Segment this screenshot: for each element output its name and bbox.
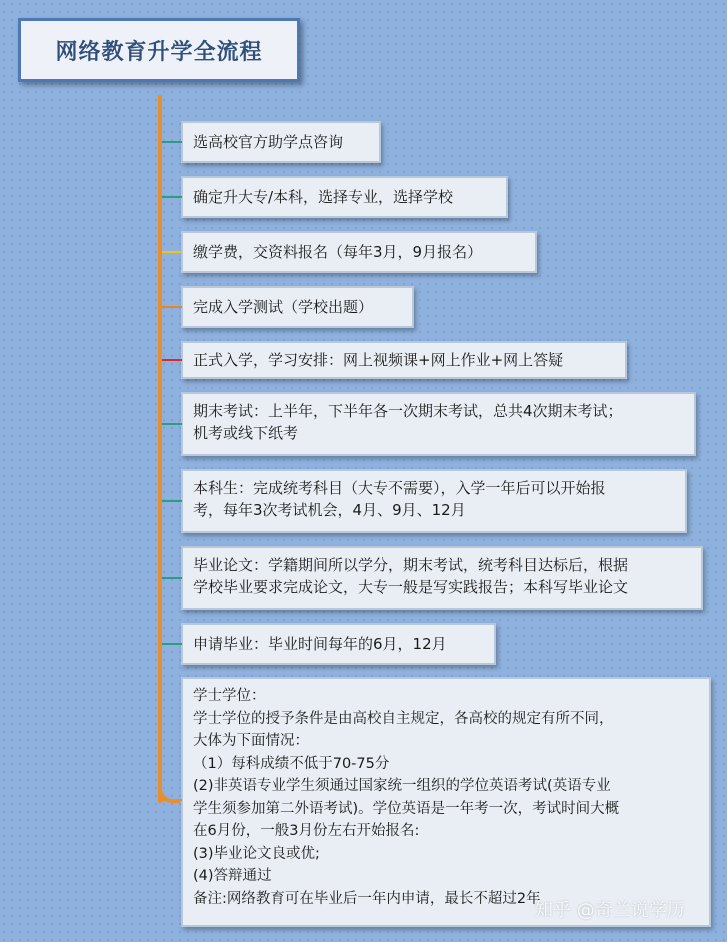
- step-connector: [162, 141, 182, 143]
- step-text-line: 学校毕业要求完成论文，大专一般是写实践报告；本科写毕业论文: [193, 578, 629, 596]
- step-text-line: 考，每年3次考试机会，4月、9月、12月: [193, 501, 466, 519]
- step-connector: [162, 423, 182, 425]
- step-node-10: [181, 677, 711, 927]
- step-text-line: 学士学位的授予条件是由高校自主规定，各高校的规定有所不同，: [193, 710, 614, 727]
- watermark: 知乎 @奇兰说学历: [535, 900, 685, 921]
- step-text-line: 学士学位：: [193, 688, 266, 704]
- step-node-8: [181, 546, 703, 610]
- step-node-9: [181, 623, 496, 665]
- step-text-line: 大体为下面情况：: [193, 733, 309, 749]
- step-node-2: [181, 176, 508, 218]
- step-text-line: (2)非英语专业学生须通过国家统一组织的学位英语考试(英语专业: [193, 778, 611, 794]
- step-text-line: （1）每科成绩不低于70-75分: [193, 755, 390, 772]
- step-node-3: [181, 231, 537, 273]
- step-node-5: [181, 341, 627, 379]
- step-connector: [162, 577, 182, 579]
- step-text-line: 本科生：完成统考科目（大专不需要），入学一年后可以开始报: [193, 479, 606, 497]
- step-text-line: 学生须参加第二外语考试)。学位英语是一年考一次，考试时间大概: [193, 800, 620, 817]
- step-node-4: [181, 286, 414, 328]
- step-connector: [162, 359, 182, 361]
- step-text: 缴学费，交资料报名（每年3月，9月报名）: [193, 243, 483, 261]
- title-box: [18, 18, 300, 82]
- step-connector: [162, 643, 182, 645]
- step-text-line: 机考或线下纸考: [193, 424, 299, 442]
- step-connector: [162, 799, 182, 801]
- step-text: 申请毕业：毕业时间每年的6月，12月: [193, 635, 447, 653]
- step-node-6: [181, 392, 696, 456]
- diagram-title: 网络教育升学全流程: [55, 39, 263, 65]
- step-node-7: [181, 469, 687, 533]
- step-node-1: [181, 121, 381, 163]
- step-text: 选高校官方助学点咨询: [193, 133, 344, 151]
- step-connector: [162, 306, 182, 308]
- step-connector: [162, 196, 182, 198]
- step-text-line: (3)毕业论文良或优;: [193, 845, 320, 862]
- step-text-line: 在6月份，一般3月份左右开始报名:: [193, 823, 420, 839]
- step-text: 正式入学，学习安排：网上视频课+网上作业+网上答疑: [193, 351, 564, 369]
- step-text: 确定升大专/本科，选择专业，选择学校: [193, 188, 454, 206]
- step-text: 完成入学测试（学校出题）: [193, 298, 374, 316]
- timeline-trunk: [158, 95, 162, 803]
- step-connector: [162, 500, 182, 502]
- step-text-line: (4)答辩通过: [193, 868, 272, 884]
- step-text-line: 备注:网络教育可在毕业后一年内申请，最长不超过2年: [193, 890, 541, 907]
- step-connector: [162, 251, 182, 253]
- step-text-line: 毕业论文：学籍期间所以学分，期末考试，统考科目达标后，根据: [193, 556, 629, 574]
- step-text-line: 期末考试：上半年，下半年各一次期末考试，总共4次期末考试；: [193, 402, 623, 420]
